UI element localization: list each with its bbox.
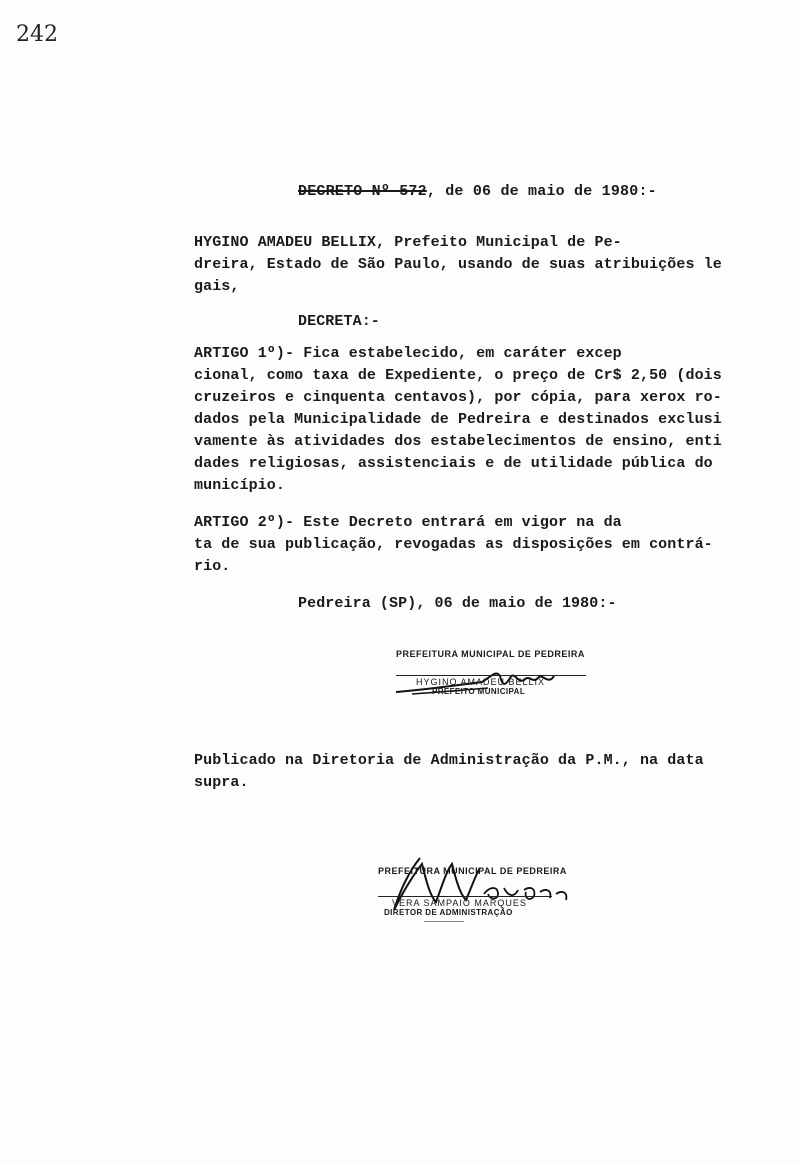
text-line: ARTIGO 2º)- Este Decreto entrará em vigor na da <box>194 514 622 531</box>
stamp-name: VERA SAMPAIO MARQUES <box>378 896 552 908</box>
text-line: dreira, Estado de São Paulo, usando de suas atribuições le <box>194 256 722 273</box>
divider <box>424 921 464 922</box>
text-line: cional, como taxa de Expediente, o preço de Cr$ 2,50 (dois <box>194 367 722 384</box>
text-line: cruzeiros e cinquenta centavos), por cópia, para xerox ro- <box>194 389 722 406</box>
stamp-role: DIRETOR DE ADMINISTRAÇÃO <box>384 908 513 917</box>
decree-number: DECRETO Nº 572 <box>298 183 427 200</box>
stamp-organization: PREFEITURA MUNICIPAL DE PEDREIRA <box>378 866 567 876</box>
text-line: rio. <box>194 558 231 575</box>
text-line: ARTIGO 1º)- Fica estabelecido, em caráter excep <box>194 345 622 362</box>
mayor-stamp <box>396 649 586 696</box>
stamp-organization: PREFEITURA MUNICIPAL DE PEDREIRA <box>396 649 585 659</box>
decree-heading <box>298 183 657 200</box>
director-stamp <box>378 866 567 922</box>
text-line: vamente às atividades dos estabelecimentos de ensino, enti <box>194 433 722 450</box>
text-line: ta de sua publicação, revogadas as disposições em contrá- <box>194 536 713 553</box>
text-line: dados pela Municipalidade de Pedreira e destinados exclusi <box>194 411 722 428</box>
text-line: gais, <box>194 278 240 295</box>
publication-note <box>194 750 704 794</box>
place-and-date: Pedreira (SP), 06 de maio de 1980:- <box>298 595 617 612</box>
article-1-paragraph <box>194 343 722 497</box>
stamp-role: PREFEITO MUNICIPAL <box>432 687 526 696</box>
decree-date: , de 06 de maio de 1980:- <box>426 183 657 200</box>
page-number: 242 <box>16 22 58 47</box>
preamble-paragraph <box>194 232 722 298</box>
text-line: município. <box>194 477 286 494</box>
text-line: Publicado na Diretoria de Administração da P.M., na data <box>194 752 704 769</box>
text-line: supra. <box>194 774 249 791</box>
decreta-label: DECRETA:- <box>298 313 380 330</box>
stamp-name: HYGINO AMADEU BELLIX <box>396 675 586 687</box>
article-2-paragraph <box>194 512 713 578</box>
text-line: dades religiosas, assistenciais e de utilidade pública do <box>194 455 713 472</box>
text-line: HYGINO AMADEU BELLIX, Prefeito Municipal de Pe- <box>194 234 622 251</box>
